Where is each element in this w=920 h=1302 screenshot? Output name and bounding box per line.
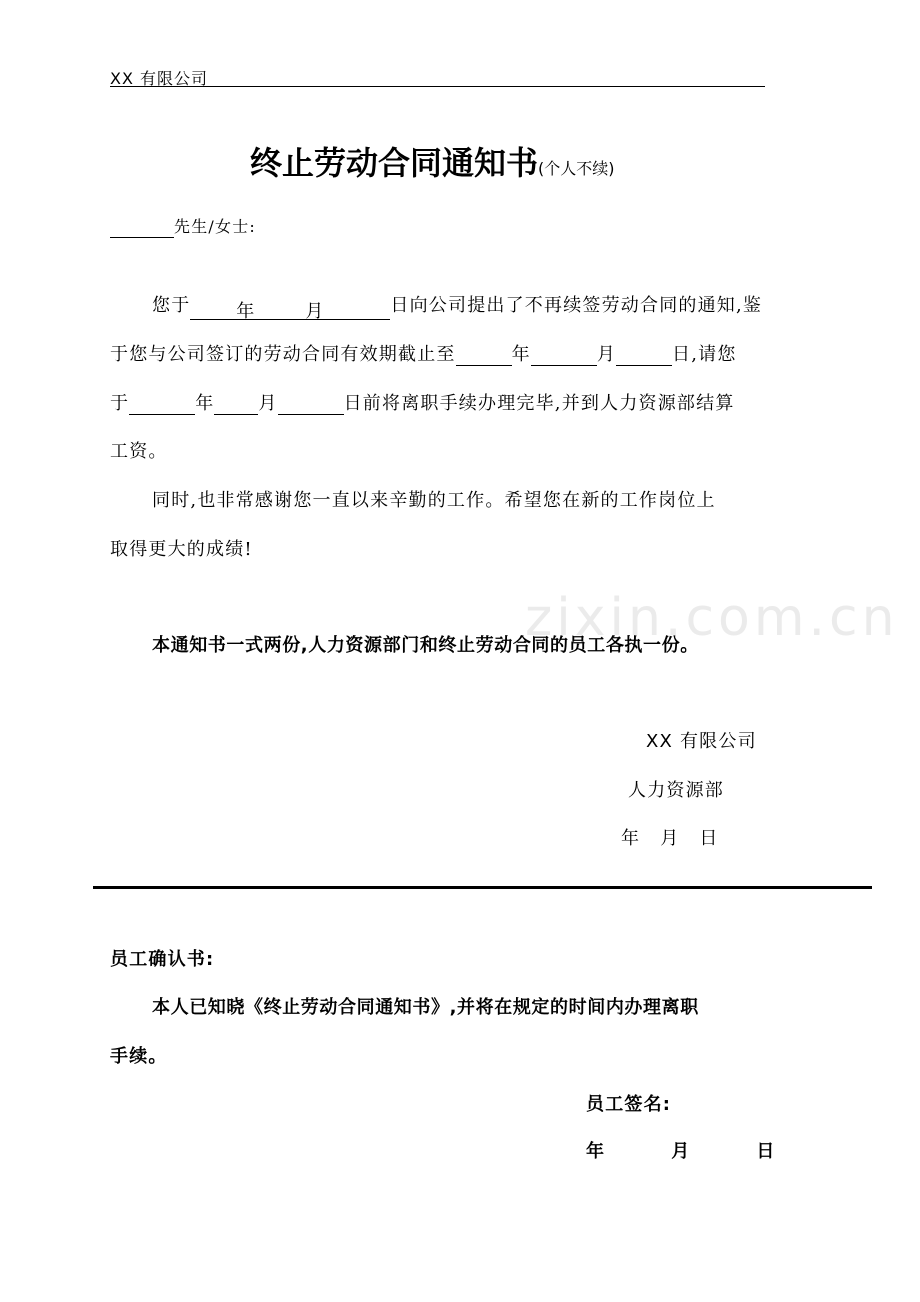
salutation-text: 先生/女士: <box>174 217 256 236</box>
paragraph1-line2 <box>110 340 737 366</box>
p1-month: 月 <box>258 393 278 414</box>
paragraph1-line4: 工资。 <box>110 441 168 462</box>
blank-month <box>214 392 258 415</box>
document-title <box>250 138 615 184</box>
sig-day: 日 <box>699 828 719 849</box>
p1-text: 日向公司提出了不再续签劳动合同的通知,鉴 <box>390 295 763 316</box>
sig-year: 年 <box>621 828 641 849</box>
p1-year: 年 <box>511 344 531 365</box>
conf-year: 年 <box>586 1141 606 1162</box>
p1-text: 日前将离职手续办理完毕,并到人力资源部结算 <box>343 393 735 414</box>
p1-year: 年 <box>195 393 215 414</box>
title-subtitle: (个人不续) <box>538 159 615 178</box>
title-main: 终止劳动合同通知书 <box>250 144 539 182</box>
signature-date <box>621 824 719 850</box>
signature-department: 人力资源部 <box>628 780 724 801</box>
header-company: XX 有限公司 <box>110 69 209 88</box>
confirmation-line1: 本人已知晓《终止劳动合同通知书》,并将在规定的时间内办理离职 <box>152 997 699 1018</box>
watermark: zixin.com.cn <box>525 588 899 648</box>
p1-year: 年 <box>236 301 256 322</box>
p1-text: 于您与公司签订的劳动合同有效期截止至 <box>110 344 456 365</box>
blank-day <box>278 392 344 415</box>
salutation <box>110 214 256 238</box>
copies-note: 本通知书一式两份,人力资源部门和终止劳动合同的员工各执一份。 <box>152 635 699 656</box>
p1-month: 月 <box>596 344 617 365</box>
conf-month: 月 <box>671 1141 691 1162</box>
section-divider <box>93 886 872 889</box>
sig-month: 月 <box>660 828 680 849</box>
p1-text: 您于 <box>152 295 191 316</box>
confirmation-heading: 员工确认书: <box>110 949 215 970</box>
confirmation-line2: 手续。 <box>110 1046 168 1067</box>
paragraph1-line3 <box>110 389 735 415</box>
employee-sign-label: 员工签名: <box>586 1094 672 1115</box>
paragraph1-line1 <box>152 291 762 320</box>
date-blank-1 <box>190 297 390 320</box>
blank-day <box>616 343 672 366</box>
p1-text: 于 <box>110 393 130 414</box>
blank-year <box>456 343 512 366</box>
paragraph2-line1: 同时,也非常感谢您一直以来辛勤的工作。希望您在新的工作岗位上 <box>152 490 716 511</box>
p1-month: 月 <box>305 301 325 322</box>
employee-sign-date <box>586 1137 776 1163</box>
paragraph2-line2: 取得更大的成绩! <box>110 539 253 560</box>
blank-month <box>531 343 597 366</box>
header-rule <box>110 86 765 87</box>
name-blank <box>110 215 174 238</box>
p1-text: 日,请您 <box>672 344 737 365</box>
blank-year <box>129 392 195 415</box>
signature-company: XX 有限公司 <box>646 731 757 752</box>
conf-day: 日 <box>756 1141 776 1162</box>
